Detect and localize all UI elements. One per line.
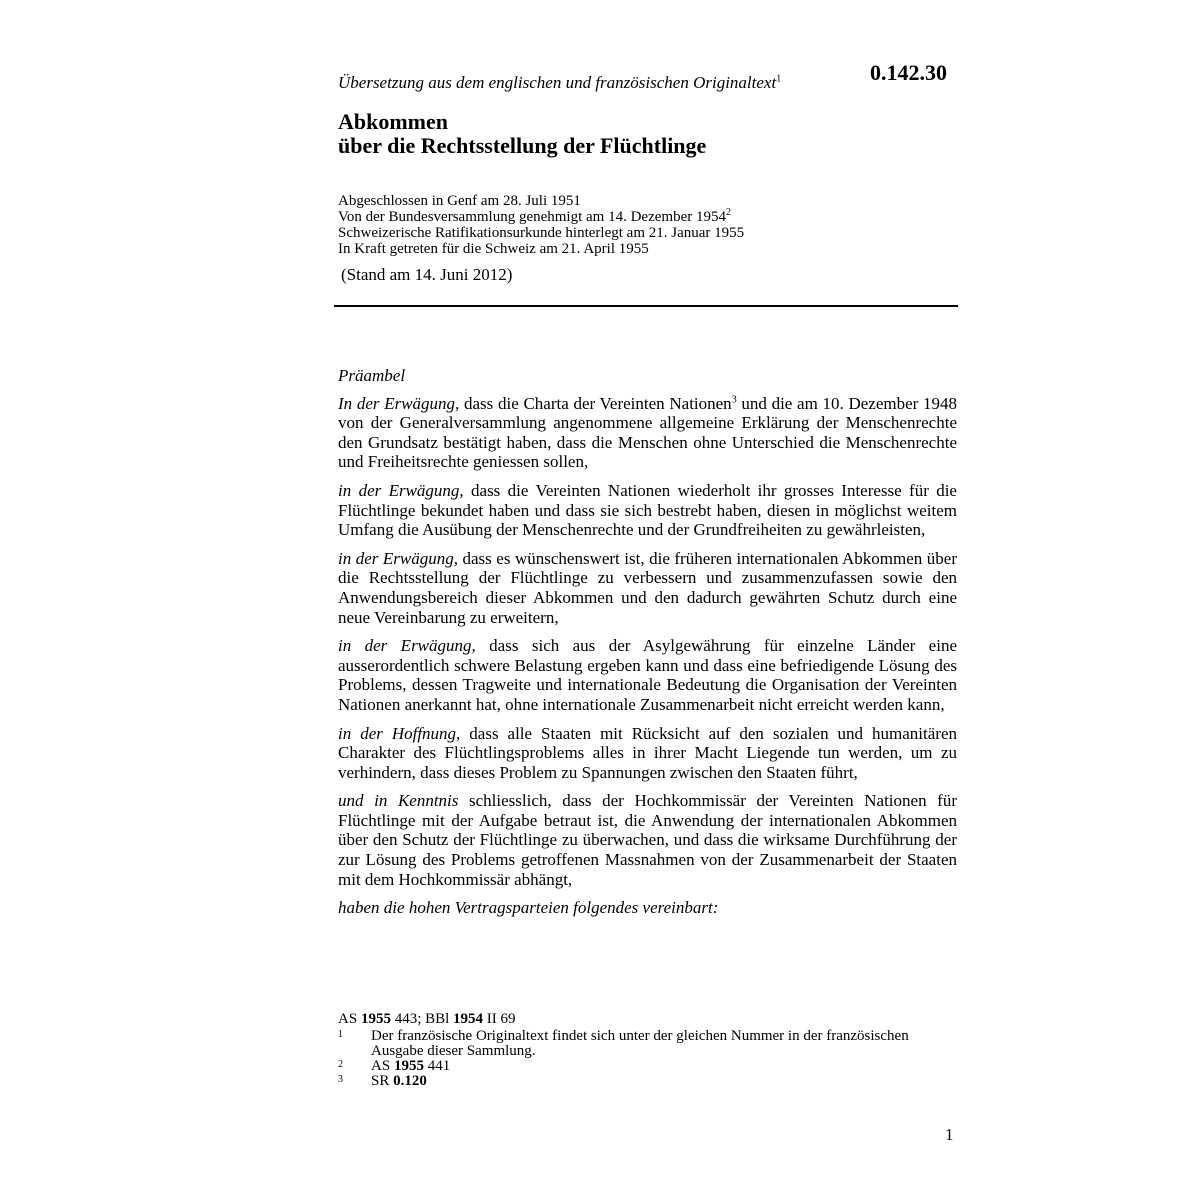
meta-in-force: In Kraft getreten für die Schweiz am 21. April 1955 — [338, 241, 649, 257]
header-divider — [334, 305, 958, 307]
title-line-1: Abkommen — [338, 109, 449, 134]
footnote-suffix: 441 — [423, 1058, 451, 1074]
status-date: (Stand am 14. Juni 2012) — [341, 265, 513, 284]
paragraph-text: dass die Vereinten Nationen wiederholt ihr grosses Interesse für die Flüchtlinge bekundet haben und dass sie sich bestrebt haben, diesen in möglichst weitem Umfang die Ausübung der Menschenrechte und der Grundfreiheiten zu gewährleisten, — [338, 480, 957, 540]
preamble — [338, 366, 957, 927]
footnotes — [338, 1012, 953, 1089]
source-year: 1954 — [453, 1011, 484, 1027]
footnote-2 — [338, 1059, 953, 1074]
meta-approved-text: Von der Bundesversammlung genehmigt am 14. Dezember 1954 — [338, 209, 726, 225]
document-title — [338, 110, 706, 158]
paragraph-lead: In der Erwägung, — [338, 393, 460, 413]
footnote-bold: 1955 — [393, 1058, 424, 1074]
footnote-text: Der französische Originaltext findet sich unter der gleichen Nummer in der französischen Ausgabe dieser Sammlung. — [371, 1028, 909, 1059]
paragraph-text: schliesslich, dass der Hochkommissär der Vereinten Nationen für Flüchtlinge mit der Aufgabe betraut ist, die Anwendung der internationalen Abkommen über den Schutz der Flüchtlinge zu überwachen, und dass die wirksame Durchführung der zur Lösung des Problems getroffenen Massnahmen von der Zusammenarbeit der Staaten mit dem Hochkommissär abhängt, — [338, 791, 958, 889]
meta-approved — [338, 209, 744, 225]
preamble-paragraph — [338, 394, 957, 472]
footnote-text — [371, 1059, 953, 1074]
title-line-2: über die Rechtsstellung der Flüchtlinge — [338, 133, 707, 158]
footnote-number: 3 — [338, 1074, 343, 1085]
footnote-number: 1 — [338, 1029, 343, 1040]
paragraph-lead: in der Erwägung, — [338, 480, 464, 500]
paragraph-text: dass es wünschenswert ist, die früheren internationalen Abkommen über die Rechtsstellung der Flüchtlinge zu verbessern und zusammenzufassen sowie den Anwendungsbereich dieser Abkommen und den dadurch gewährten Schutz durch eine neue Vereinbarung zu erweitern, — [338, 548, 957, 627]
preamble-paragraph — [338, 636, 957, 714]
preamble-paragraph — [338, 481, 957, 540]
footnote-ref-3[interactable]: 3 — [731, 393, 737, 405]
source-year: 1955 — [360, 1011, 391, 1027]
footnote-1 — [338, 1029, 953, 1059]
meta-ratification: Schweizerische Ratifikationsurkunde hinterlegt am 21. Januar 1955 — [338, 225, 745, 241]
paragraph-text: dass sich aus der Asylgewährung für einzelne Länder eine ausserordentlich schwere Belastung ergeben kann und dass eine befriedigende Lösung des Problems, dessen Tragweite und internationale Bedeutung die Organisation der Vereinten Nationen anerkannt hat, ohne internationale Zusammenarbeit nicht erreicht werden kann, — [338, 636, 957, 714]
preamble-paragraph — [338, 549, 957, 627]
source-reference — [338, 1012, 953, 1027]
page-number: 1 — [945, 1125, 954, 1144]
paragraph-lead: in der Erwägung, — [338, 548, 458, 568]
source-text: II 69 — [483, 1011, 516, 1027]
paragraph-text: dass die Charta der Vereinten Nationen — [459, 393, 732, 413]
translation-note-text: Übersetzung aus dem englischen und französischen Originaltext — [338, 73, 777, 92]
footnote-bold: 0.120 — [393, 1073, 427, 1089]
footnote-number: 2 — [338, 1059, 343, 1070]
sr-number: 0.142.30 — [870, 60, 947, 85]
source-text: 443; BBl — [390, 1011, 454, 1027]
source-text: AS — [338, 1011, 361, 1027]
footnote-ref-1[interactable]: 1 — [776, 73, 782, 85]
preamble-heading: Präambel — [338, 366, 406, 385]
footnote-prefix: AS — [371, 1058, 394, 1074]
preamble-paragraph — [338, 791, 957, 889]
footnote-text — [371, 1074, 953, 1089]
paragraph-text: und die am 10. Dezember 1948 von der Generalversammlung angenommene allgemeine Erklärung der Menschenrechte den Grundsatz bestätigt haben, dass die Menschen ohne Unterschied die Menschenrechte und Freiheitsrechte geniessen sollen, — [338, 393, 957, 472]
footnote-prefix: SR — [371, 1073, 394, 1089]
document-metadata — [338, 193, 744, 257]
meta-concluded: Abgeschlossen in Genf am 28. Juli 1951 — [338, 193, 581, 209]
preamble-closing: haben die hohen Vertragsparteien folgendes vereinbart: — [338, 898, 719, 918]
paragraph-lead: und in Kenntnis — [338, 791, 459, 811]
paragraph-lead: in der Hoffnung, — [338, 723, 461, 743]
footnote-3 — [338, 1074, 953, 1089]
paragraph-lead: in der Erwägung, — [338, 636, 476, 656]
translation-note — [338, 73, 781, 93]
preamble-paragraph — [338, 724, 957, 783]
paragraph-text: dass alle Staaten mit Rücksicht auf den sozialen und humanitären Charakter des Flüchtlingsproblems alles in ihrer Macht Liegende tun werden, um zu verhindern, dass dieses Problem zu Spannungen zwischen den Staaten führt, — [338, 723, 957, 782]
footnote-ref-2[interactable]: 2 — [725, 207, 731, 218]
